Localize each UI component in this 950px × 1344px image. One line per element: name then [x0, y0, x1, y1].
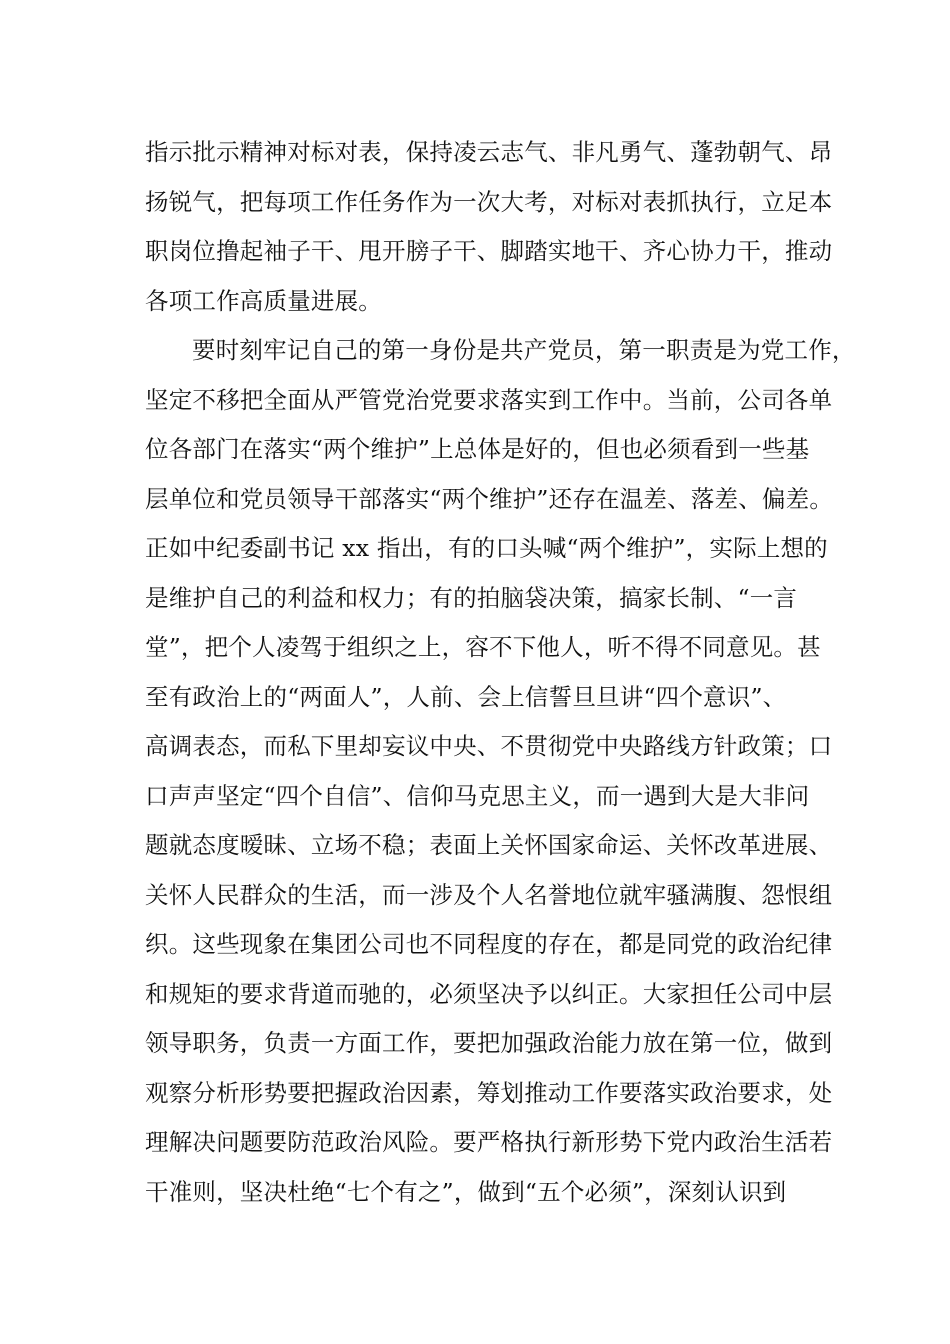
text-line: 职岗位撸起袖子干、甩开膀子干、脚踏实地干、齐心协力干，推动	[145, 237, 833, 265]
text-line: 各项工作高质量进展。	[145, 286, 382, 315]
text-line: 观察分析形势要把握政治因素，筹划推动工作要落实政治要求，处	[145, 1078, 833, 1107]
text-line: 正如中纪委副书记 xx 指出，有的口头喊“两个维护”，实际上想的	[145, 534, 828, 562]
text-line: 和规矩的要求背道而驰的，必须坚决予以纠正。大家担任公司中层	[145, 979, 833, 1008]
text-line: 要时刻牢记自己的第一身份是共产党员，第一职责是为党工作，	[192, 336, 856, 364]
text-line: 题就态度暧昧、立场不稳；表面上关怀国家命运、关怀改革进展、	[145, 831, 833, 859]
text-line: 至有政治上的“两面人”，人前、会上信誓旦旦讲“四个意识”、	[145, 682, 787, 711]
text-line: 领导职务，负责一方面工作，要把加强政治能力放在第一位，做到	[145, 1029, 833, 1057]
text-line: 干准则，坚决杜绝“七个有之”，做到“五个必须”，深刻认识到	[145, 1177, 787, 1206]
text-line: 高调表态，而私下里却妄议中央、不贯彻党中央路线方针政策；口	[145, 732, 833, 760]
text-line: 堂”，把个人凌驾于组织之上，容不下他人，听不得不同意见。甚	[145, 633, 821, 661]
text-line: 理解决问题要防范政治风险。要严格执行新形势下党内政治生活若	[145, 1128, 833, 1156]
text-line: 织。这些现象在集团公司也不同程度的存在，都是同党的政治纪律	[145, 930, 833, 958]
paragraph-1	[145, 128, 835, 326]
document-body	[145, 128, 856, 1217]
text-line: 是维护自己的利益和权力；有的拍脑袋决策，搞家长制、“一言	[145, 583, 798, 612]
text-line: 关怀人民群众的生活，而一涉及个人名誉地位就牢骚满腹、怨恨组	[145, 880, 833, 909]
paragraph-2	[145, 326, 856, 1217]
text-line: 扬锐气，把每项工作任务作为一次大考，对标对表抓执行，立足本	[145, 187, 833, 216]
text-line: 口声声坚定“四个自信”、信仰马克思主义，而一遇到大是大非问	[145, 781, 810, 810]
text-line: 指示批示精神对标对表，保持凌云志气、非凡勇气、蓬勃朝气、昂	[145, 138, 833, 166]
text-line: 坚定不移把全面从严管党治党要求落实到工作中。当前，公司各单	[145, 385, 833, 414]
text-line: 位各部门在落实“两个维护”上总体是好的，但也必须看到一些基	[145, 435, 810, 463]
text-line: 层单位和党员领导干部落实“两个维护”还存在温差、落差、偏差。	[145, 484, 834, 513]
